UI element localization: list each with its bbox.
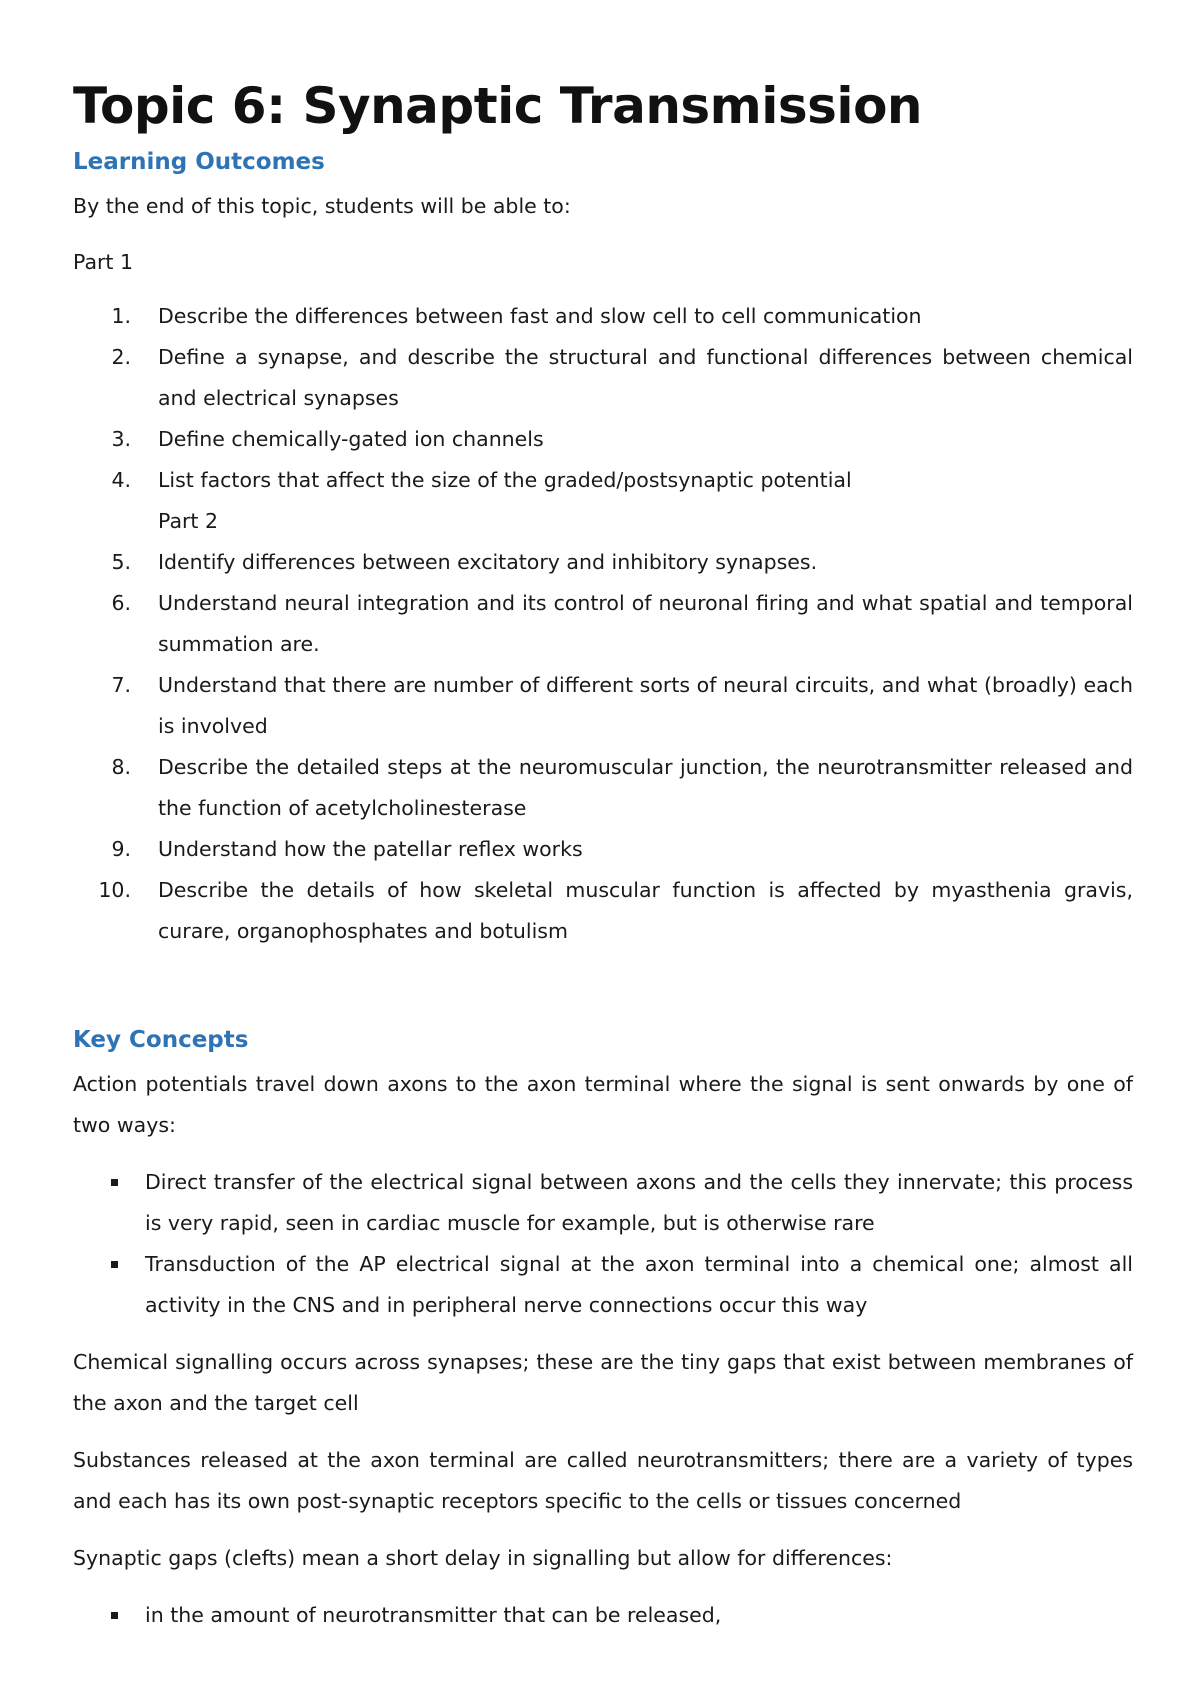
- key-concepts-heading: Key Concepts: [73, 1027, 249, 1053]
- bullet-marker-icon: [111, 1612, 118, 1619]
- outcome-item: 9. Understand how the patellar reflex works: [111, 837, 583, 861]
- outcome-item: 3. Define chemically-gated ion channels: [111, 427, 544, 451]
- outcome-item: 10. Describe the details of how skeletal muscular function is affected by myasthenia gravis, curare, organophosphates and botulism: [98, 878, 1133, 943]
- signal-transfer-list: [73, 1162, 1133, 1326]
- learning-outcomes-list: [73, 296, 1133, 952]
- document-page: [73, 72, 1133, 1652]
- outcome-item: 4. List factors that affect the size of the graded/postsynaptic potential Part 2: [73, 460, 1133, 542]
- bullet-marker-icon: [111, 1261, 118, 1268]
- outcome-item: 8. Describe the detailed steps at the neuromuscular junction, the neurotransmitter released and the function of acetylcholinesterase: [111, 755, 1133, 820]
- outcome-item: 6. Understand neural integration and its control of neuronal firing and what spatial and temporal summation are.: [111, 591, 1133, 656]
- outcome-item: 2. Define a synapse, and describe the structural and functional differences between chemical and electrical synapses: [111, 345, 1133, 410]
- key-concepts-para-1: Action potentials travel down axons to the axon terminal where the signal is sent onwards by one of two ways:: [73, 1072, 1133, 1137]
- part1-label: Part 1: [73, 250, 134, 274]
- part2-label: Part 2: [158, 509, 219, 533]
- key-concepts-para-2: Chemical signalling occurs across synapses; these are the tiny gaps that exist between membranes of the axon and the target cell: [73, 1350, 1133, 1415]
- bullet-item: Transduction of the AP electrical signal at the axon terminal into a chemical one; almost all activity in the CNS and in peripheral nerve connections occur this way: [73, 1244, 1133, 1326]
- outcome-item: 5. Identify differences between excitatory and inhibitory synapses.: [111, 550, 818, 574]
- outcome-item: 1. Describe the differences between fast and slow cell to cell communication: [111, 304, 922, 328]
- key-concepts-para-4: Synaptic gaps (clefts) mean a short delay in signalling but allow for differences:: [73, 1546, 893, 1570]
- bullet-marker-icon: [111, 1179, 118, 1186]
- synaptic-differences-list: [73, 1595, 1133, 1636]
- outcome-item: 7. Understand that there are number of different sorts of neural circuits, and what (broadly) each is involved: [111, 673, 1133, 738]
- outcomes-intro: By the end of this topic, students will be able to:: [73, 194, 571, 218]
- bullet-item: in the amount of neurotransmitter that can be released,: [73, 1595, 1133, 1636]
- page-title: Topic 6: Synaptic Transmission: [73, 77, 923, 135]
- bullet-item: Direct transfer of the electrical signal between axons and the cells they innervate; this process is very rapid, seen in cardiac muscle for example, but is otherwise rare: [73, 1162, 1133, 1244]
- learning-outcomes-heading: Learning Outcomes: [73, 149, 325, 175]
- key-concepts-para-3: Substances released at the axon terminal are called neurotransmitters; there are a variety of types and each has its own post-synaptic receptors specific to the cells or tissues concerned: [73, 1448, 1133, 1513]
